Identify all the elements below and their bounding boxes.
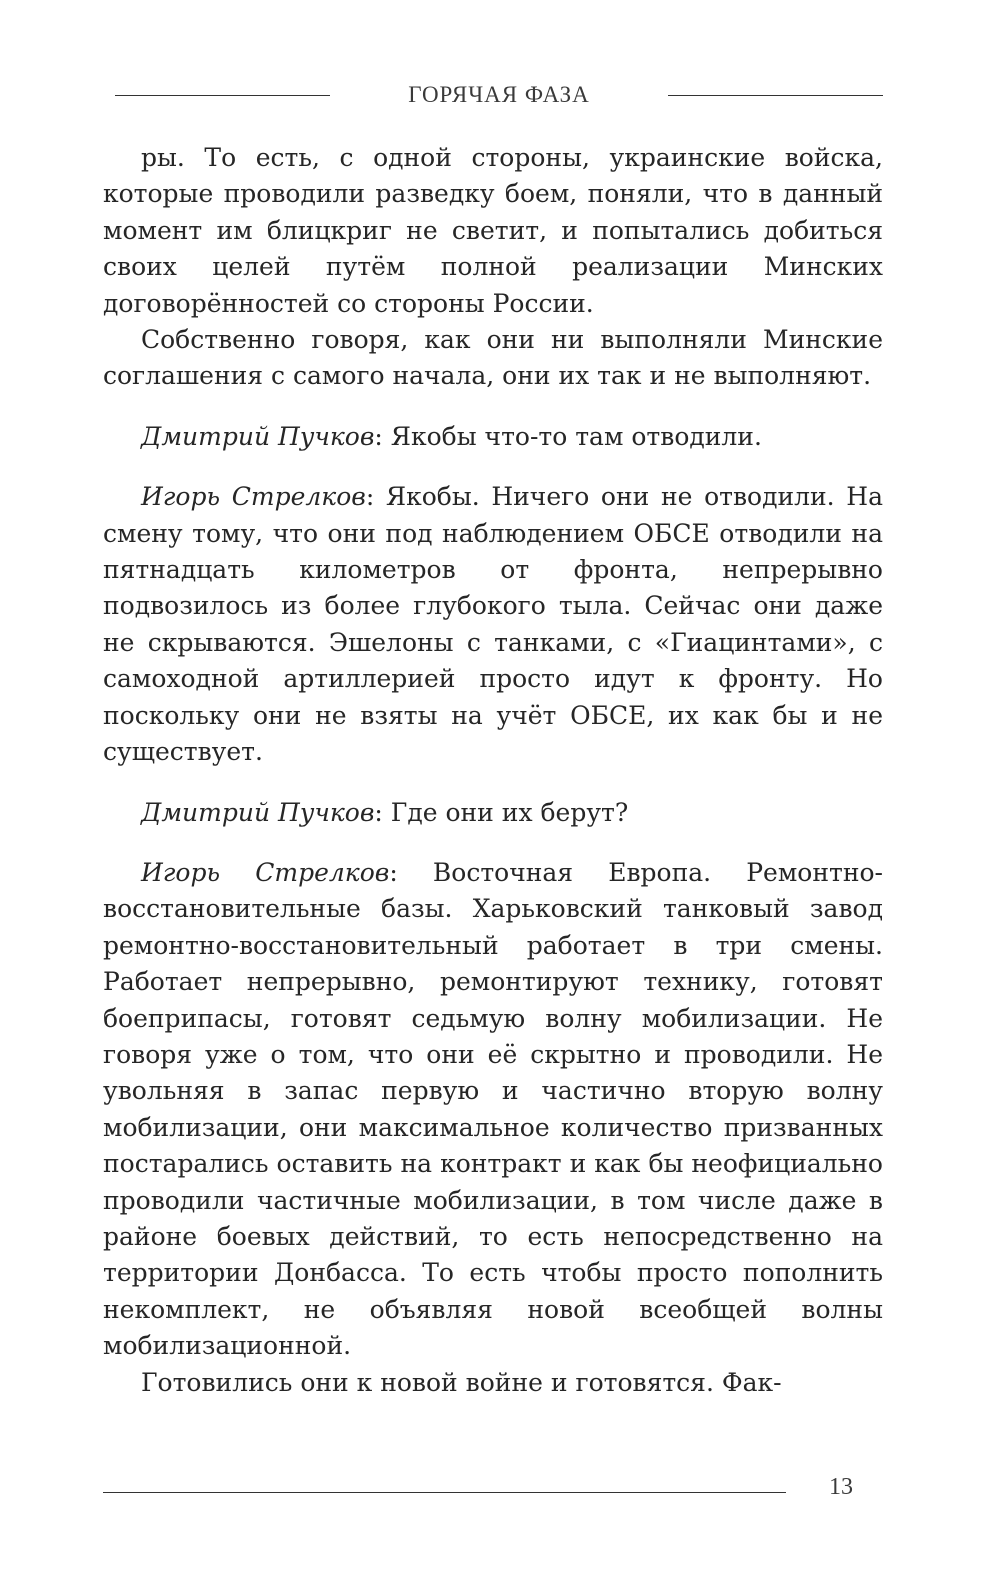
speaker-separator: : [365,482,386,512]
running-head [115,80,883,110]
paragraph-text: Якобы что-то там отводили. [390,421,762,451]
speaker-separator: : [389,857,433,887]
paragraph-text: Где они их берут? [390,797,629,827]
paragraph-text: Восточная Европа. Ремонтно-восстановительные базы. Харьковский танковый завод ремонтно-восстановительный работает в три смены. Работает непрерывно, ремонтируют технику, готовят боеприпасы, готовят седьмую волну мобилизации. Не говоря уже о том, что они её скрытно и проводили. Не увольняя в запас первую и частично вторую волну мобилизации, они максимальное количество призванных постарались оставить на контракт и как бы неофициально проводили частичные мобилизации, в том числе даже в районе боевых действий, то есть непосредственно на территории Донбасса. То есть чтобы просто пополнить некомплект, не объявляя новой всеобщей волны мобилизационной. [103,857,883,1361]
dialogue-paragraph [103,795,883,831]
paragraph-text: Готовились они к новой войне и готовятся. Фак- [141,1367,782,1397]
speaker-name: Игорь Стрелков [141,482,366,512]
paragraph-text: ры. То есть, с одной стороны, украинские войска, которые проводили разведку боем, поняли, что в данный момент им блицкриг не светит, и попытались добиться своих целей путём полной реализации Минских договорённостей со стороны России. [103,143,883,318]
dialogue-paragraph [103,419,883,455]
paragraph [103,140,883,322]
speaker-separator: : [374,421,391,451]
speaker-name: Дмитрий Пучков [141,421,375,451]
paragraph-text: Собственно говоря, как они ни выполняли Минские соглашения с самого начала, они их так и не выполняют. [103,325,883,391]
body-text [103,140,883,1401]
speaker-separator: : [374,797,391,827]
paragraph-text: Якобы. Ничего они не отводили. На смену тому, что они под наблюдением ОБСЕ отводили на пятнадцать километров от фронта, непрерывно подвозилось из более глубокого тыла. Сейчас они даже не скрываются. Эшелоны с танками, с «Гиацинтами», с самоходной артиллерией просто идут к фронту. Но поскольку они не взяты на учёт ОБСЕ, их как бы и не существует. [103,482,883,767]
paragraph [103,322,883,395]
speaker-name: Игорь Стрелков [141,857,390,887]
paragraph [103,1365,883,1401]
header-rule-left [115,95,330,96]
page-number: 13 [829,1474,853,1500]
dialogue-paragraph [103,479,883,770]
footer-rule [103,1492,786,1493]
page-footer [103,1474,883,1504]
dialogue-paragraph [103,855,883,1365]
running-head-title: ГОРЯЧАЯ ФАЗА [408,82,590,107]
header-rule-right [668,95,883,96]
speaker-name: Дмитрий Пучков [141,797,375,827]
